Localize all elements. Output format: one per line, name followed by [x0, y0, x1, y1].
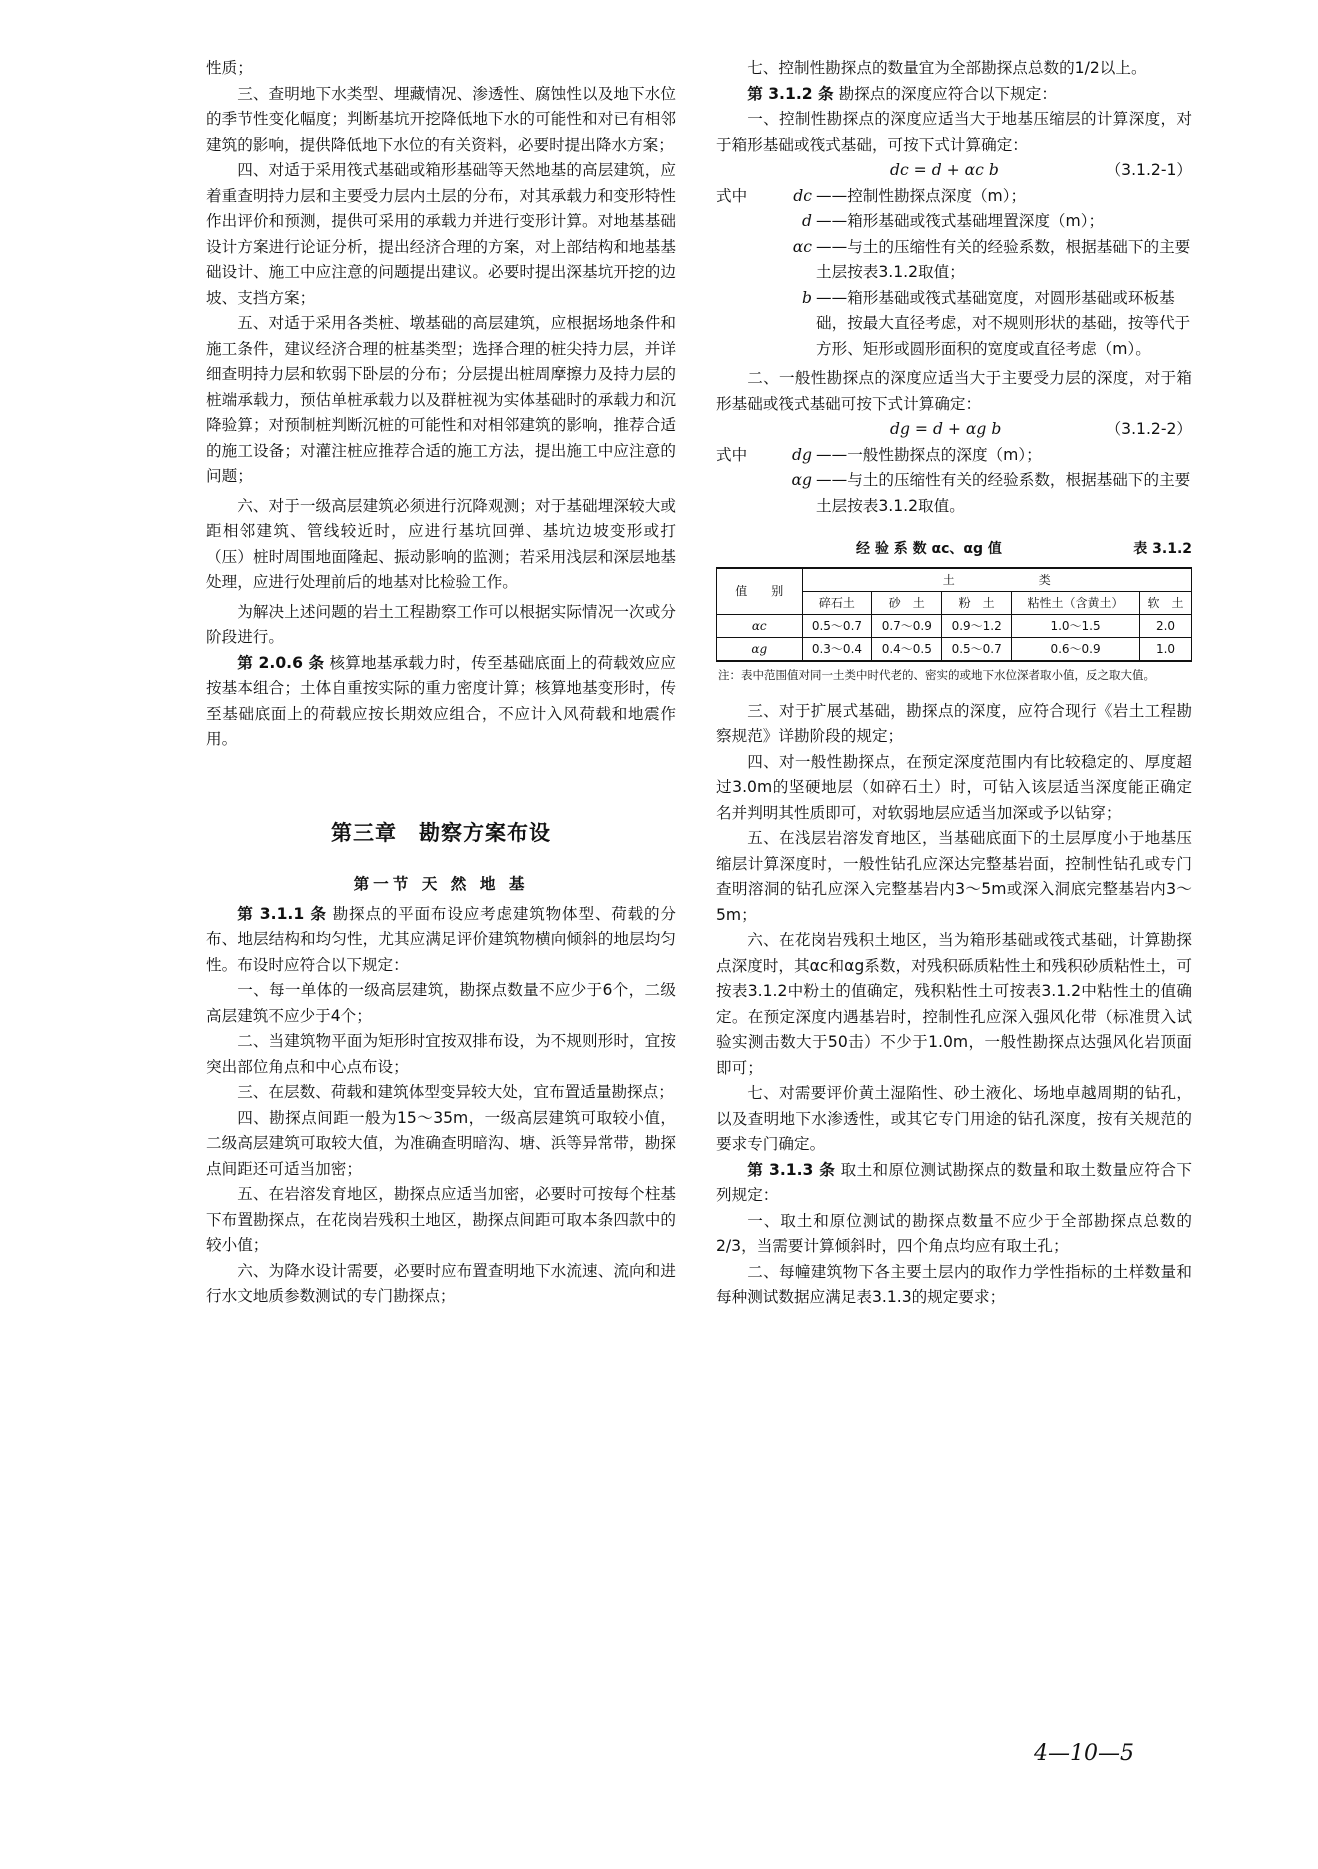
paragraph: 三、查明地下水类型、埋藏情况、渗透性、腐蚀性以及地下水位的季节性变化幅度；判断基坑开挖降低地下水的可能性和对已有相邻建筑的影响，提供降低地下水位的有关资料，必要时提出降水方案； — [206, 84, 676, 154]
clause-3-1-2 — [716, 82, 1192, 108]
list-item: 三、在层数、荷载和建筑体型变异较大处，宜布置适量勘探点； — [237, 1083, 674, 1101]
table-header: 粉 土 — [942, 591, 1012, 614]
list-item: 四、勘探点间距一般为15～35m，一级高层建筑可取较小值，二级高层建筑可取较大值，为准确查明暗沟、塘、浜等异常带，勘探点间距还可适当加密； — [206, 1108, 676, 1178]
list-item: 五、在浅层岩溶发育地区，当基础底面下的土层厚度小于地基压缩层计算深度时，一般性钻孔应深达完整基岩面，控制性钻孔或专门查明溶洞的钻孔应深入完整基岩内3～5m或深入洞底完整基岩内3～5m； — [716, 829, 1192, 924]
list-item: 六、在花岗岩残积土地区，当为箱形基础或筏式基础，计算勘探点深度时，其αc和αg系数，对残积砾质粘性土和残积砂质粘性土，可按表3.1.2中粉土的值确定，残积粘性土可按表3.1.2中粘性土的值确定。在预定深度内遇基岩时，控制性孔应深入强风化带（标准贯入试验实测击数大于50击）不少于1.0m，一般性勘探点达强风化岩顶面即可； — [716, 931, 1192, 1077]
list-item: 一、每一单体的一级高层建筑，勘探点数量不应少于6个，二级高层建筑不应少于4个； — [206, 981, 676, 1025]
table-header: 碎石土 — [802, 591, 872, 614]
symbol: αg — [791, 471, 812, 489]
list-item: 七、对需要评价黄土湿陷性、砂土液化、场地卓越周期的钻孔，以及查明地下水渗透性，或其它专门用途的钻孔深度，按有关规范的要求专门确定。 — [716, 1084, 1192, 1153]
definition-text: ——与土的压缩性有关的经验系数，根据基础下的主要土层按表3.1.2取值。 — [816, 471, 1191, 515]
table-cell: 0.3～0.4 — [802, 637, 872, 661]
symbol: dc — [793, 186, 812, 205]
symbol: dg — [792, 445, 812, 464]
definition-row — [716, 184, 1192, 210]
clause-label: 第 3.1.3 条 — [747, 1160, 836, 1179]
list-item: 三、对于扩展式基础，勘探点的深度，应符合现行《岩土工程勘察规范》详勘阶段的规定； — [716, 701, 1192, 745]
list-item: 六、为降水设计需要，必要时应布置查明地下水流速、流向和进行水文地质参数测试的专门勘探点； — [206, 1261, 676, 1305]
clause-text: 勘探点的平面布设应考虑建筑物体型、荷载的分布、地层结构和均匀性，尤其应满足评价建筑物横向倾斜的地层均匀性。布设时应符合以下规定： — [206, 904, 676, 974]
formula-expression: dg = d + αg b — [890, 420, 1002, 438]
table-cell: 1.0 — [1140, 637, 1192, 661]
definition-text: ——箱形基础或筏式基础宽度，对圆形基础或环板基础，按最大直径考虑，对不规则形状的基础，按等代于方形、矩形或圆形面积的宽度或直径考虑（m）。 — [816, 288, 1191, 358]
formula-3-1-2-2 — [716, 417, 1192, 443]
table-row — [717, 614, 1192, 637]
list-item: 二、每幢建筑物下各主要土层内的取作力学性指标的土样数量和每种测试数据应满足表3.1.3的规定要求； — [716, 1262, 1192, 1306]
section-title: 第一节 天 然 地 基 — [353, 875, 529, 893]
list-item: 四、对一般性勘探点，在预定深度范围内有比较稳定的、厚度超过3.0m的坚硬地层（如碎石土）时，可钻入该层适当深度能正确定名并判明其性质即可，对软弱地层应适当加深或予以钻穿； — [716, 752, 1192, 822]
table-cell: 0.6～0.9 — [1012, 637, 1140, 661]
table-cell: 0.9～1.2 — [942, 614, 1012, 637]
list-item: 二、一般性勘探点的深度应适当大于主要受力层的深度，对于箱形基础或筏式基础可按下式计算确定： — [716, 369, 1192, 413]
table-header: 土 类 — [802, 568, 1192, 592]
list-item: 五、在岩溶发育地区，勘探点应适当加密，必要时可按每个柱基下布置勘探点，在花岗岩残积土地区，勘探点间距可取本条四款中的较小值； — [206, 1185, 676, 1254]
table-header: 值 别 — [717, 568, 803, 615]
table-cell: 0.5～0.7 — [802, 614, 872, 637]
symbol: b — [802, 288, 812, 307]
clause-text: 勘探点的深度应符合以下规定： — [838, 84, 1057, 103]
clause-label: 第 2.0.6 条 — [237, 653, 325, 672]
paragraph: 为解决上述问题的岩土工程勘察工作可以根据实际情况一次或分阶段进行。 — [206, 602, 676, 646]
right-column — [716, 56, 1192, 1311]
table-note: 注：表中范围值对同一土类中时代老的、密实的或地下水位深者取小值，反之取大值。 — [718, 667, 1155, 682]
formula-expression: dc = d + αc b — [890, 161, 999, 179]
page-number: 4—10—5 — [1034, 1741, 1134, 1766]
clause-text: 核算地基承载力时，传至基础底面上的荷载效应应按基本组合；土体自重按实际的重力密度计算；核算地基变形时，传至基础底面上的荷载应按长期效应组合，不应计入风荷载和地震作用。 — [206, 653, 676, 748]
definition-text: ——箱形基础或筏式基础埋置深度（m）； — [816, 212, 1105, 230]
list-item: 一、控制性勘探点的深度应适当大于地基压缩层的计算深度，对于箱形基础或筏式基础，可按下式计算确定： — [716, 110, 1192, 154]
table-title: 经 验 系 数 αc、αg 值 — [856, 541, 1002, 557]
paragraph: 四、对适于采用筏式基础或箱形基础等天然地基的高层建筑，应着重查明持力层和主要受力层内土层的分布，对其承载力和变形特性作出评价和预测，提供可采用的承载力并进行变形计算。对地基基础设计方案进行论证分析，提出经济合理的方案，对上部结构和地基基础设计、施工中应注意的问题提出建议。必要时提出深基坑开挖的边坡、支挡方案； — [206, 161, 676, 307]
table-cell: 0.4～0.5 — [872, 637, 942, 661]
clause-3-1-3 — [716, 1158, 1192, 1209]
table-header: 软 土 — [1140, 591, 1192, 614]
symbol-definitions-2 — [716, 443, 1192, 520]
table-cell: αg — [717, 637, 803, 661]
table-number: 表 3.1.2 — [1133, 541, 1192, 557]
table-cell: 0.7～0.9 — [872, 614, 942, 637]
definition-text: ——控制性勘探点深度（m）； — [816, 186, 1027, 205]
definition-row — [716, 286, 1192, 363]
paragraph: 六、对于一级高层建筑必须进行沉降观测；对于基础埋深较大或距相邻建筑、管线较近时，应进行基坑回弹、基坑边坡变形或打（压）桩时周围地面隆起、振动影响的监测；若采用浅层和深层地基处理，应进行处理前后的地基对比检验工作。 — [206, 496, 676, 591]
clause-label: 第 3.1.1 条 — [237, 904, 327, 923]
table-row — [717, 637, 1192, 661]
clause-3-1-1 — [206, 902, 676, 979]
left-column — [206, 56, 676, 1310]
definition-row — [716, 468, 1192, 519]
formula-3-1-2-1 — [716, 158, 1192, 184]
paragraph: 五、对适于采用各类桩、墩基础的高层建筑，应根据场地条件和施工条件，建议经济合理的桩基类型；选择合理的桩尖持力层，并详细查明持力层和软弱下卧层的分布；分层提出桩周摩擦力及持力层的桩端承载力，预估单桩承载力以及群桩视为实体基础时的承载力和沉降验算；对预制桩判断沉桩的可能性和对相邻建筑的影响，推荐合适的施工设备；对灌注桩应推荐合适的施工方法，提出施工中应注意的问题； — [206, 314, 676, 485]
definition-text: ——一般性勘探点的深度（m）； — [816, 445, 1042, 464]
definition-row — [716, 443, 1192, 469]
table-cell: 2.0 — [1140, 614, 1192, 637]
clause-text: 取土和原位测试勘探点的数量和取土数量应符合下列规定： — [716, 1160, 1192, 1204]
definition-text: ——与土的压缩性有关的经验系数，根据基础下的主要土层按表3.1.2取值； — [816, 237, 1191, 281]
clause-2-0-6 — [206, 651, 676, 753]
where-label: 式中 — [716, 186, 748, 205]
symbol: αc — [792, 237, 812, 256]
symbol-definitions-1 — [716, 184, 1192, 363]
table-caption — [716, 537, 1192, 563]
list-item: 二、当建筑物平面为矩形时宜按双排布设，为不规则形时，宜按突出部位角点和中心点布设； — [206, 1032, 676, 1076]
coefficient-table — [716, 567, 1192, 662]
table-header-row — [717, 568, 1192, 592]
list-item: 一、取土和原位测试的勘探点数量不应少于全部勘探点总数的2/3，当需要计算倾斜时，四个角点均应有取土孔； — [716, 1211, 1192, 1255]
table-cell: 0.5～0.7 — [942, 637, 1012, 661]
definition-row — [716, 235, 1192, 286]
chapter-title: 第三章 勘察方案布设 — [331, 820, 551, 845]
where-label: 式中 — [716, 445, 748, 464]
formula-number: （3.1.2-1） — [1105, 161, 1192, 179]
definition-row — [716, 209, 1192, 235]
table-header: 砂 土 — [872, 591, 942, 614]
table-header: 粘性土（含黄土） — [1012, 591, 1140, 614]
formula-number: （3.1.2-2） — [1105, 420, 1192, 438]
clause-label: 第 3.1.2 条 — [747, 84, 834, 103]
list-item: 七、控制性勘探点的数量宜为全部勘探点总数的1/2以上。 — [747, 59, 1147, 77]
symbol: d — [802, 212, 812, 230]
table-cell: αc — [717, 614, 803, 637]
table-cell: 1.0～1.5 — [1012, 614, 1140, 637]
paragraph: 性质； — [206, 59, 253, 77]
